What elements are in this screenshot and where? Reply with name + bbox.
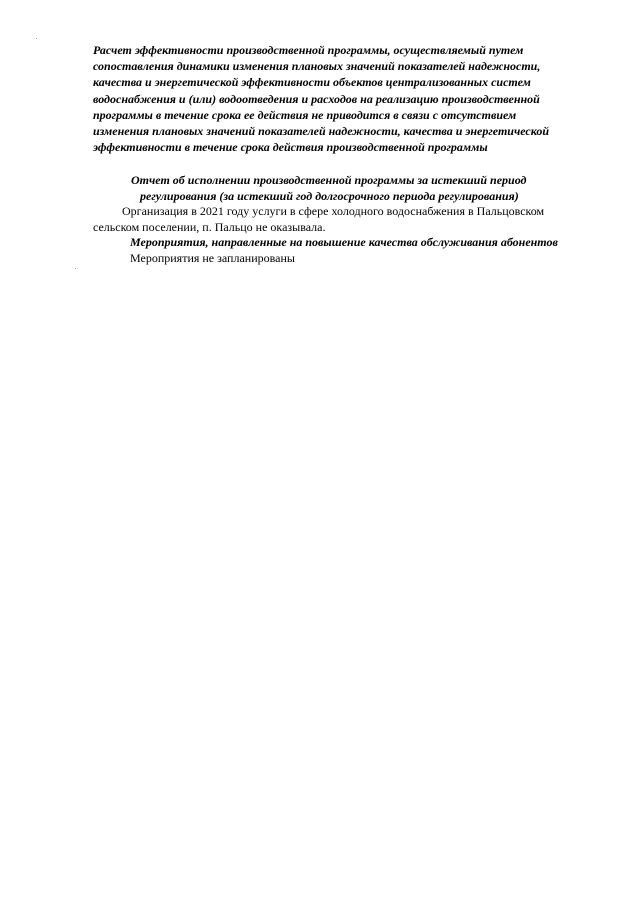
paragraph-line: водоснабжения и (или) водоотведения и расходов на реализацию производственной bbox=[93, 91, 540, 106]
report-body-line: сельском поселении, п. Пальцо не оказывала. bbox=[93, 219, 326, 234]
scan-speck bbox=[75, 268, 76, 269]
measures-heading: Мероприятия, направленные на повышение качества обслуживания абонентов bbox=[130, 235, 558, 250]
paragraph-line: Расчет эффективности производственной программы, осуществляемый путем bbox=[93, 43, 524, 57]
paragraph-line: изменения плановых значений показателей надежности, качества и энергетической bbox=[93, 124, 550, 139]
measures-body: Мероприятия не запланированы bbox=[130, 250, 295, 265]
paragraph-line: качества и энергетической эффективности объектов централизованных систем bbox=[93, 75, 531, 90]
report-body-line: Организация в 2021 году услуги в сфере холодного водоснабжения в Пальцовском bbox=[122, 204, 545, 219]
program-report-section bbox=[93, 173, 613, 267]
paragraph-line: эффективности в течение срока действия производственной программы bbox=[93, 140, 488, 155]
efficiency-calculation-paragraph bbox=[93, 42, 613, 155]
report-heading-line: Отчет об исполнении производственной программы за истекший период bbox=[131, 173, 527, 187]
paragraph-line: программы в течение срока ее действия не приводится в связи с отсутствием bbox=[93, 107, 517, 122]
scan-speck bbox=[36, 38, 37, 39]
paragraph-line: сопоставления динамики изменения плановых значений показателей надежности, bbox=[93, 59, 541, 74]
report-heading-line: регулирования (за истекший год долгосрочного периода регулирования) bbox=[140, 188, 519, 203]
